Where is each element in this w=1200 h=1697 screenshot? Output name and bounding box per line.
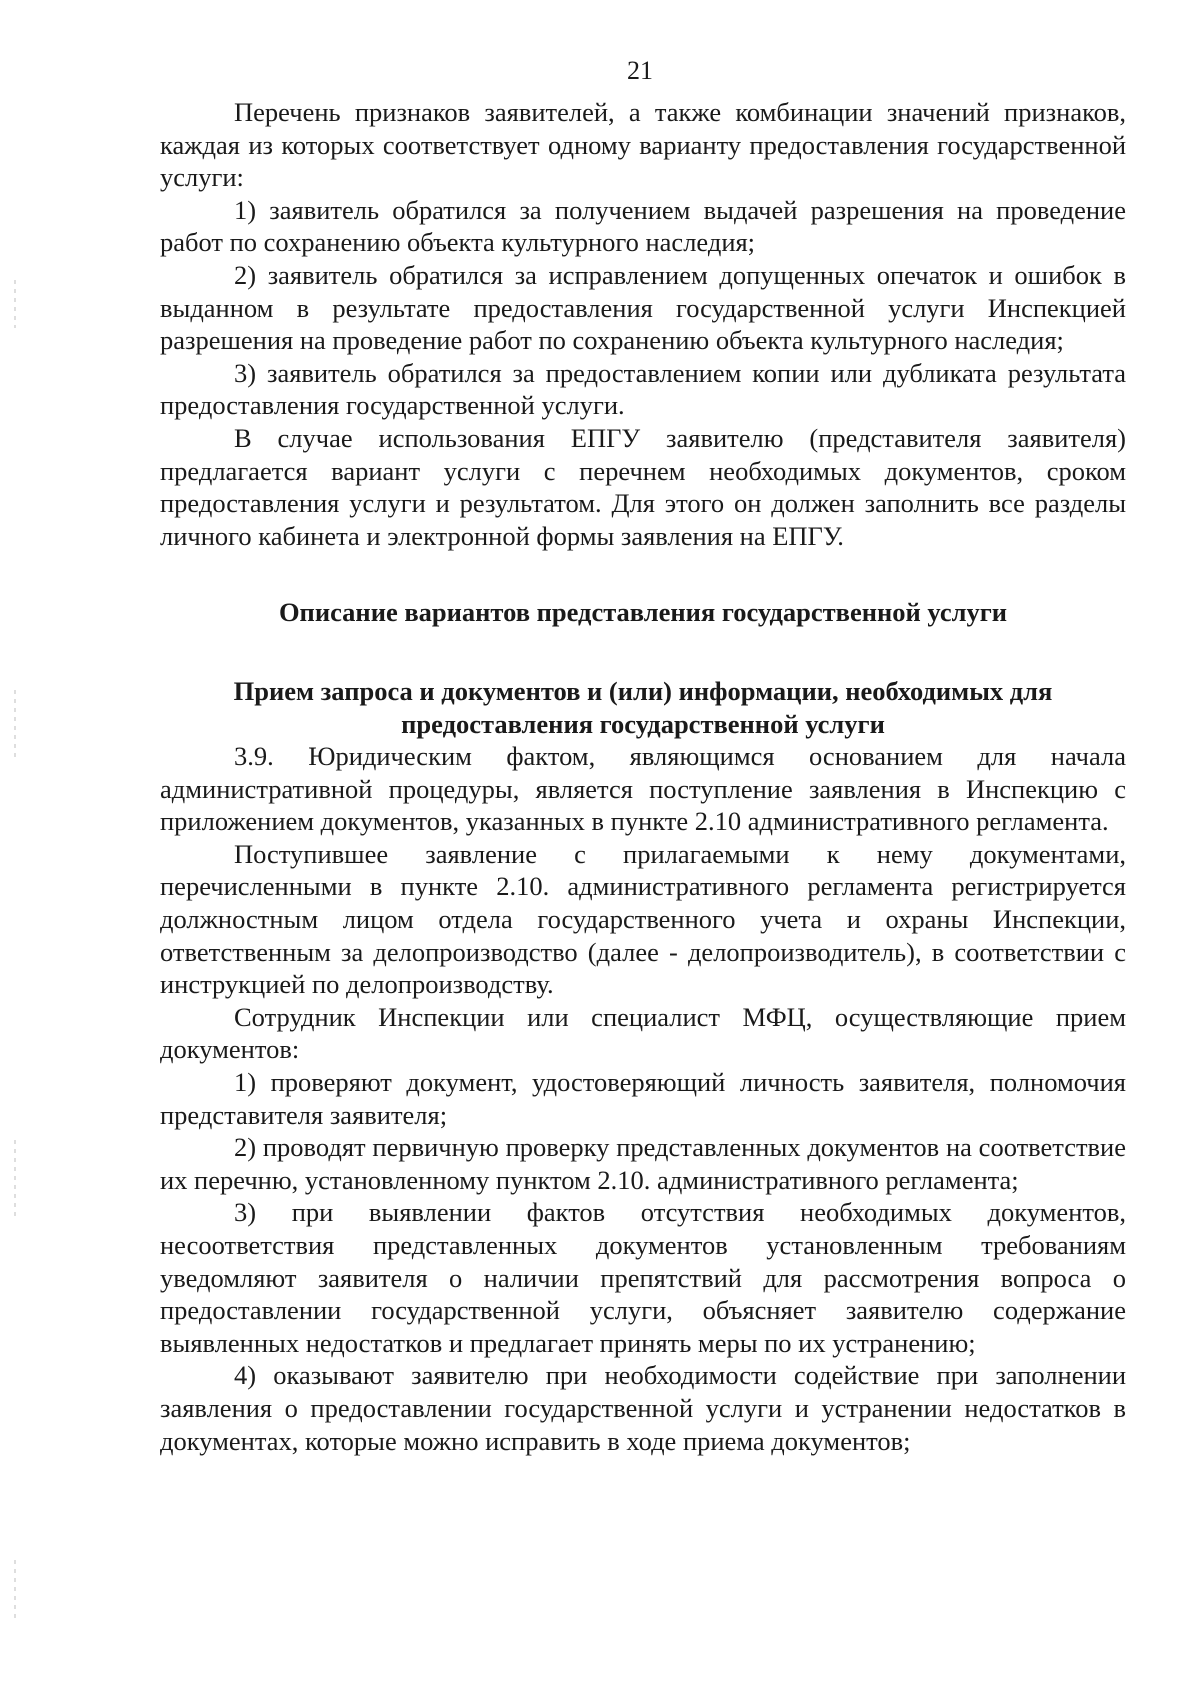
duty-item-2: 2) проводят первичную проверку представленных документов на соответствие их перечню, установленному пунктом 2.10. административного регламента; (160, 1132, 1126, 1195)
section-heading: Описание вариантов представления государственной услуги (278, 597, 1008, 628)
paragraph-3-9: 3.9. Юридическим фактом, являющимся основанием для начала административной процедуры, является поступление заявления в Инспекцию с приложением документов, указанных в пункте 2.10 административного регламента. (160, 741, 1126, 837)
duty-item-1: 1) проверяют документ, удостоверяющий личность заявителя, полномочия представителя заявителя; (160, 1067, 1126, 1130)
scan-artifact (14, 1560, 16, 1620)
scan-artifact (14, 690, 16, 760)
list-item-2: 2) заявитель обратился за исправлением допущенных опечаток и ошибок в выданном в результате предоставления государственной услуги Инспекцией разрешения на проведение работ по сохранению объекта культурного наследия; (160, 259, 1126, 356)
paragraph-epgu: В случае использования ЕПГУ заявителю (представителя заявителя) предлагается вариант услуги с перечнем необходимых документов, сроком предоставления услуги и результатом. Для этого он должен заполнить все разделы личного кабинета и электронной формы заявления на ЕПГУ. (160, 422, 1126, 551)
subsection-heading: Прием запроса и документов и (или) информации, необходимых для предоставления государственной услуги (233, 675, 1053, 739)
list-item-3: 3) заявитель обратился за предоставлением копии или дубликата результата предоставления государственной услуги. (160, 357, 1126, 421)
list-item-1: 1) заявитель обратился за получением выдачей разрешения на проведение работ по сохранению объекта культурного наследия; (160, 194, 1126, 258)
scan-artifact (14, 280, 16, 328)
duty-item-3: 3) при выявлении фактов отсутствия необходимых документов, несоответствия представленных документов установленным требованиям уведомляют заявителя о наличии препятствий для рассмотрения вопроса о предоставлении государственной услуги, объясняет заявителю содержание выявленных недостатков и предлагает принять меры по их устранению; (160, 1197, 1126, 1358)
duty-item-4: 4) оказывают заявителю при необходимости содействие при заполнении заявления о предоставлении государственной услуги и устранении недостатков в документах, которые можно исправить в ходе приема документов; (160, 1360, 1126, 1456)
scan-artifact (14, 1140, 16, 1220)
paragraph-registration: Поступившее заявление с прилагаемыми к нему документами, перечисленными в пункте 2.10. административного регламента регистрируется должностным лицом отдела государственного учета и охраны Инспекции, ответственным за делопроизводство (далее - делопроизводитель), в соответствии с инструкцией по делопроизводству. (160, 838, 1126, 1000)
paragraph-staff-duties: Сотрудник Инспекции или специалист МФЦ, осуществляющие прием документов: (160, 1001, 1126, 1065)
document-body (160, 96, 1126, 1457)
page-number: 21 (627, 56, 653, 85)
paragraph-applicant-attributes: Перечень признаков заявителей, а также комбинации значений признаков, каждая из которых соответствует одному варианту предоставления государственной услуги: (160, 97, 1126, 193)
